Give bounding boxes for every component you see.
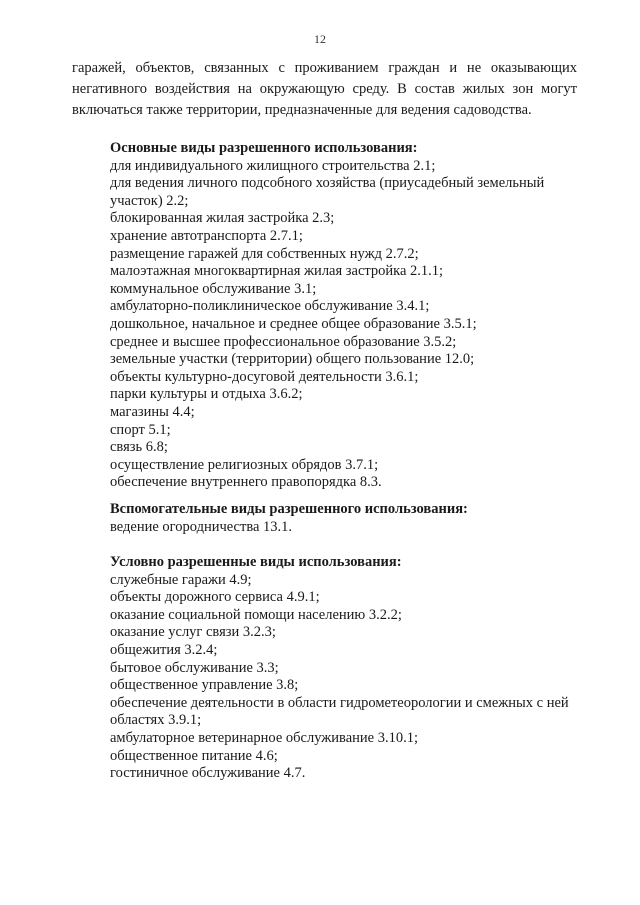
- list-item: для ведения личного подсобного хозяйства (приусадебный земельный: [110, 175, 545, 192]
- list-item: участок) 2.2;: [110, 192, 189, 209]
- aux-uses-heading: Вспомогательные виды разрешенного использования:: [110, 501, 468, 517]
- list-item: размещение гаражей для собственных нужд 2.7.2;: [110, 245, 419, 262]
- list-item: общежития 3.2.4;: [110, 641, 218, 658]
- list-item: ведение огородничества 13.1.: [110, 518, 293, 535]
- page-number: 12: [314, 32, 326, 46]
- conditional-uses-section: [110, 554, 590, 783]
- list-item: связь 6.8;: [110, 439, 168, 456]
- list-item: для индивидуального жилищного строительства 2.1;: [110, 157, 436, 174]
- list-item: гостиничное обслуживание 4.7.: [110, 765, 306, 782]
- list-item: амбулаторное ветеринарное обслуживание 3.10.1;: [110, 729, 418, 746]
- list-item: дошкольное, начальное и среднее общее образование 3.5.1;: [110, 315, 477, 332]
- list-item: парки культуры и отдыха 3.6.2;: [110, 386, 303, 403]
- list-item: амбулаторно-поликлиническое обслуживание 3.4.1;: [110, 298, 430, 315]
- list-item: осуществление религиозных обрядов 3.7.1;: [110, 456, 379, 473]
- list-item: объекты культурно-досуговой деятельности 3.6.1;: [110, 368, 419, 385]
- list-item: блокированная жилая застройка 2.3;: [110, 210, 335, 227]
- intro-line: гаражей, объектов, связанных с проживанием граждан и не оказывающих: [72, 60, 577, 76]
- list-item: обеспечение внутреннего правопорядка 8.3.: [110, 474, 382, 491]
- list-item: общественное питание 4.6;: [110, 747, 278, 764]
- list-item: общественное управление 3.8;: [110, 677, 299, 694]
- intro-paragraph: [72, 58, 577, 121]
- main-uses-section: [110, 140, 590, 492]
- list-item: коммунальное обслуживание 3.1;: [110, 280, 317, 297]
- list-item: земельные участки (территории) общего пользование 12.0;: [110, 351, 475, 368]
- list-item: среднее и высшее профессиональное образование 3.5.2;: [110, 333, 457, 350]
- main-uses-heading: Основные виды разрешенного использования:: [110, 140, 418, 156]
- list-item: спорт 5.1;: [110, 421, 171, 438]
- list-item: областях 3.9.1;: [110, 712, 202, 729]
- list-item: оказание услуг связи 3.2.3;: [110, 624, 276, 641]
- intro-line: включаться также территории, предназначенные для ведения садоводства.: [72, 102, 532, 118]
- list-item: оказание социальной помощи населению 3.2.2;: [110, 606, 402, 623]
- list-item: объекты дорожного сервиса 4.9.1;: [110, 589, 320, 606]
- list-item: обеспечение деятельности в области гидрометеорологии и смежных с ней: [110, 694, 569, 711]
- list-item: служебные гаражи 4.9;: [110, 571, 252, 588]
- aux-uses-section: [110, 501, 590, 536]
- list-item: бытовое обслуживание 3.3;: [110, 659, 279, 676]
- intro-line: негативного воздействия на окружающую среду. В состав жилых зон могут: [72, 81, 577, 97]
- list-item: магазины 4.4;: [110, 403, 195, 420]
- list-item: хранение автотранспорта 2.7.1;: [110, 227, 303, 244]
- list-item: малоэтажная многоквартирная жилая застройка 2.1.1;: [110, 263, 444, 280]
- conditional-uses-heading: Условно разрешенные виды использования:: [110, 554, 402, 570]
